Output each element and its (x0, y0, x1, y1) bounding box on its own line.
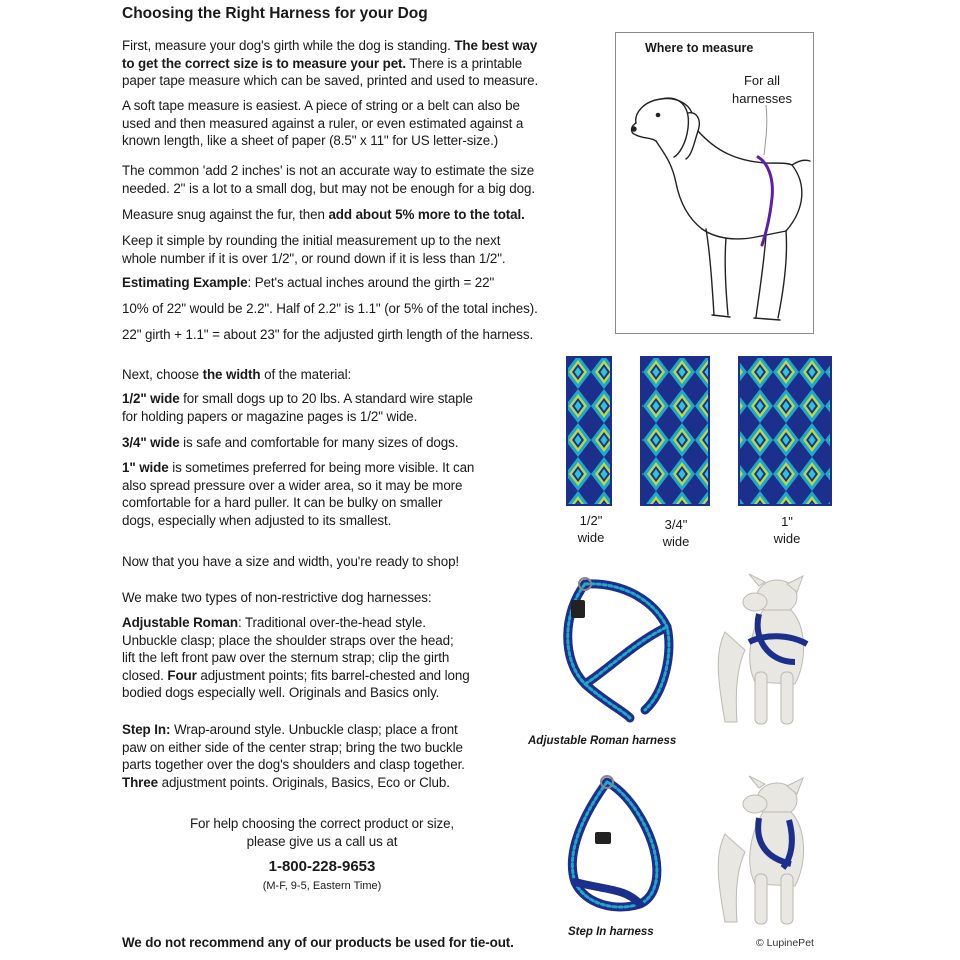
roman-line-2: Unbuckle clasp; place the shoulder straps over the head; (122, 632, 454, 648)
one-inch-line-4: dogs, especially when adjusted to its smallest. (122, 512, 392, 528)
intro-paragraph-5 (122, 232, 597, 267)
roman-line-4b: adjustment points; fits barrel-chested and long (200, 667, 470, 683)
intro-paragraph-1 (122, 37, 597, 90)
intro-paragraph-2 (122, 97, 597, 150)
strap-width-swatches (565, 355, 835, 510)
swatch-half-word: wide (577, 530, 605, 545)
three-quarter-text: is safe and comfortable for many sizes of dogs. (183, 435, 459, 450)
width-intro-bold: the width (202, 367, 261, 382)
page-title: Choosing the Right Harness for your Dog (122, 5, 428, 22)
intro-p3-line-2: needed. 2" is a lot to a small dog, but may not be enough for a big dog. (122, 180, 535, 196)
intro-p2-line-1: A soft tape measure is easiest. A piece of string or a belt can also be (122, 98, 520, 113)
three-quarter-paragraph (122, 434, 542, 452)
contact-line-2: please give us a call us at (246, 834, 398, 849)
intro-paragraph-3 (122, 162, 597, 197)
swatch-three-quarter-inch (641, 357, 709, 505)
tie-out-warning: We do not recommend any of our products be used for tie-out. (122, 935, 514, 950)
estimating-example (122, 274, 597, 292)
step-in-line-3: parts together over the dog's shoulders and clasp together. (122, 757, 465, 773)
one-inch-paragraph (122, 459, 542, 529)
swatch-threeq-word: wide (662, 534, 690, 549)
half-inch-label: 1/2" wide (122, 391, 180, 406)
roman-harness-image (545, 572, 835, 732)
roman-line-4: closed. (122, 667, 164, 683)
one-inch-text: is sometimes preferred for being more visible. It can (172, 460, 475, 475)
half-inch-paragraph (122, 390, 542, 425)
swatch-one-word: wide (773, 531, 801, 546)
roman-text: : Traditional over-the-head style. (237, 615, 426, 630)
one-inch-label: 1" wide (122, 460, 169, 475)
example-text: : Pet's actual inches around the girth = 22" (247, 275, 495, 290)
width-intro (122, 366, 522, 384)
intro-p1-text-3: paper tape measure which can be saved, printed and used to measure. (122, 73, 539, 89)
roman-paragraph (122, 614, 542, 702)
roman-label: Adjustable Roman (122, 615, 238, 630)
phone-number[interactable]: 1-800-228-9653 (268, 858, 376, 875)
swatch-half-inch (567, 357, 611, 505)
step-in-harness-image (545, 772, 835, 932)
step-in-label: Step In: (122, 722, 171, 737)
step-in-harness-caption: Step In harness (568, 926, 654, 938)
swatch-one-size: 1" (781, 514, 793, 529)
one-inch-line-3: comfortable for a hard puller. It can be bulky on smaller (122, 495, 443, 511)
business-hours: (M-F, 9-5, Eastern Time) (262, 880, 382, 892)
girth-measure-line (758, 157, 772, 245)
intro-p1-text-2: There is a printable (409, 55, 523, 71)
swatch-caption-half (561, 512, 621, 546)
measure-box-title: Where to measure (645, 41, 754, 55)
swatch-half-size: 1/2" (579, 513, 603, 528)
harness-types-intro: We make two types of non-restrictive dog harnesses: (122, 590, 432, 605)
intro-p2-line-3: known length, like a sheet of paper (8.5" x 11" for US letter-size.) (122, 133, 499, 149)
swatch-one-inch (739, 357, 831, 505)
contact-line-1: For help choosing the correct product or size, (189, 816, 455, 831)
swatch-caption-one (757, 513, 817, 547)
width-intro-text-2: of the material: (264, 367, 352, 382)
swatch-caption-three-quarter (646, 516, 706, 550)
measure-box-note: For all harnesses (732, 73, 792, 106)
intro-paragraph-4 (122, 206, 597, 224)
swatch-threeq-size: 3/4" (664, 517, 688, 532)
roman-four-bold: Four (167, 667, 197, 683)
intro-p4-bold: add about 5% more to the total. (328, 207, 525, 222)
intro-p4-text: Measure snug against the fur, then (122, 207, 325, 222)
example-label: Estimating Example (122, 275, 248, 290)
one-inch-line-2: also spread pressure over a wider area, so it may be more (122, 477, 463, 493)
step-in-line-2: paw on either side of the center strap; bring the two buckle (122, 739, 463, 755)
intro-p5-line-2: whole number if it is over 1/2", or round down if it is less than 1/2". (122, 250, 506, 266)
intro-p5-line-1: Keep it simple by rounding the initial measurement up to the next (122, 233, 501, 248)
roman-line-5: bodied dogs especially well. Originals and Basics only. (122, 685, 440, 701)
intro-p1-bold: The best way (454, 38, 538, 53)
example-line-3: 22" girth + 1.1" = about 23" for the adjusted girth length of the harness. (122, 327, 534, 342)
half-inch-line-2: for holding papers or magazine pages is 1/2" wide. (122, 408, 418, 424)
width-intro-text: Next, choose (122, 367, 199, 382)
copyright-credit: © LupinePet (756, 937, 814, 949)
three-quarter-label: 3/4" wide (122, 435, 180, 450)
intro-p1-text: First, measure your dog's girth while the dog is standing. (122, 38, 451, 53)
step-in-paragraph (122, 721, 542, 791)
step-in-line-4: adjustment points. Originals, Basics, Eco or Club. (161, 774, 450, 790)
roman-line-3: lift the left front paw over the sternum strap; clip the girth (122, 650, 450, 666)
step-in-three-bold: Three (122, 774, 158, 790)
dog-outline-illustration (616, 33, 813, 333)
intro-p3-line-1: The common 'add 2 inches' is not an accurate way to estimate the size (122, 163, 535, 178)
intro-p2-line-2: used and then measured against a ruler, or even estimated against a (122, 115, 524, 131)
intro-p1-bold-2: to get the correct size is to measure your pet. (122, 55, 407, 71)
half-inch-text: for small dogs up to 20 lbs. A standard wire staple (183, 391, 473, 406)
ready-to-shop: Now that you have a size and width, you're ready to shop! (122, 554, 460, 569)
step-in-text: Wrap-around style. Unbuckle clasp; place a front (173, 722, 458, 737)
example-line-2: 10% of 22" would be 2.2". Half of 2.2" is 1.1" (or 5% of the total inches). (122, 301, 538, 316)
roman-harness-caption: Adjustable Roman harness (528, 735, 677, 747)
